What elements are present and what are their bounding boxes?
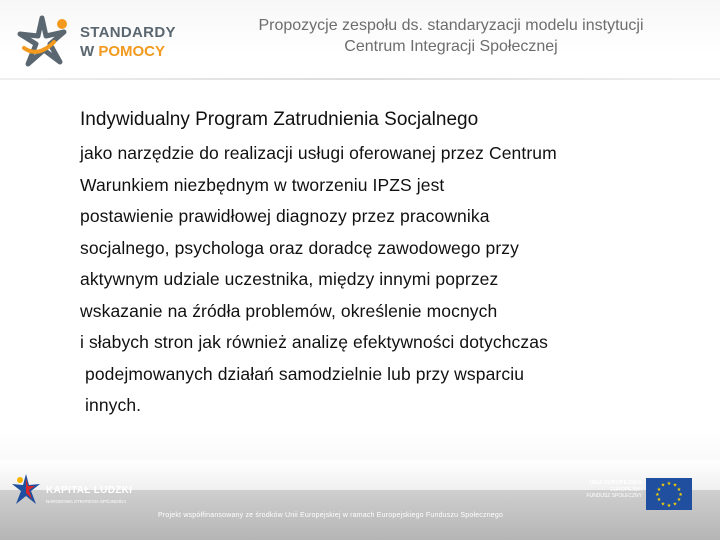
body-line: socjalnego, psychologa oraz doradcę zawodowego przy — [80, 237, 519, 258]
footer-funding-note: Projekt współfinansowany ze środków Unii Europejskiej w ramach Europejskiego Funduszu Społecznego — [158, 512, 504, 519]
eu-text-line-1: UNIA EUROPEJSKA — [589, 480, 642, 486]
svg-text:★: ★ — [660, 482, 666, 489]
eu-text — [584, 480, 642, 499]
svg-text:★: ★ — [656, 486, 662, 493]
svg-text:★: ★ — [660, 501, 666, 508]
header-title-line-1: Propozycje zespołu ds. standaryzacji modelu instytucji — [258, 17, 644, 34]
svg-text:★: ★ — [666, 503, 672, 509]
svg-text:★: ★ — [678, 492, 683, 498]
body-line: aktywnym udziale uczestnika, między innymi poprzez — [80, 269, 499, 289]
kapital-ludzki-star-icon — [10, 472, 42, 508]
body-line: Warunkiem niezbędnym w tworzeniu IPZS jest — [80, 174, 445, 195]
body-line: innych. — [85, 395, 142, 415]
logo-text-standardy: STANDARDY — [80, 24, 176, 41]
body-line: podejmowanych działań samodzielnie lub przy wsparciu — [85, 363, 525, 384]
header-title-line-2: Centrum Integracji Społecznej — [344, 38, 558, 55]
svg-text:★: ★ — [656, 497, 662, 504]
kapital-ludzki-subtitle: NARODOWA STRATEGIA SPÓJNOŚCI — [46, 499, 127, 504]
footer — [0, 460, 720, 540]
svg-text:★: ★ — [676, 486, 682, 493]
kapital-ludzki-name: KAPITAŁ LUDZKI — [46, 485, 133, 496]
logo-text-w: W — [80, 43, 95, 60]
svg-text:★: ★ — [666, 481, 672, 487]
standardy-w-pomocy-logo — [14, 14, 184, 70]
svg-text:★: ★ — [672, 501, 678, 508]
header — [0, 0, 720, 80]
header-title — [186, 15, 716, 57]
header-divider — [0, 78, 720, 80]
body-line: wskazanie na źródła problemów, określenie mocnych — [80, 300, 498, 321]
logo-text-pomocy: POMOCY — [98, 43, 166, 60]
svg-text:★: ★ — [672, 482, 678, 489]
svg-text:★: ★ — [655, 492, 660, 498]
eu-flag-icon — [646, 478, 692, 510]
body-line: postawienie prawidłowej diagnozy przez pracownika — [80, 206, 490, 226]
svg-text:★: ★ — [676, 497, 682, 504]
eu-text-line-3: FUNDUSZ SPOŁECZNY — [586, 493, 642, 499]
content — [80, 106, 700, 422]
star-logo-icon — [14, 14, 78, 70]
kapital-ludzki-logo — [10, 472, 180, 512]
eu-logo — [584, 478, 696, 512]
slide-heading: Indywidualny Program Zatrudnienia Socjalnego — [80, 109, 479, 130]
logo-text-w-pomocy — [80, 43, 165, 60]
body-line: i słabych stron jak również analizę efektywności dotychczas — [80, 332, 548, 352]
eu-text-line-2: EUROPEJSKI — [610, 487, 642, 493]
body-line: jako narzędzie do realizacji usługi oferowanej przez Centrum — [80, 143, 557, 163]
